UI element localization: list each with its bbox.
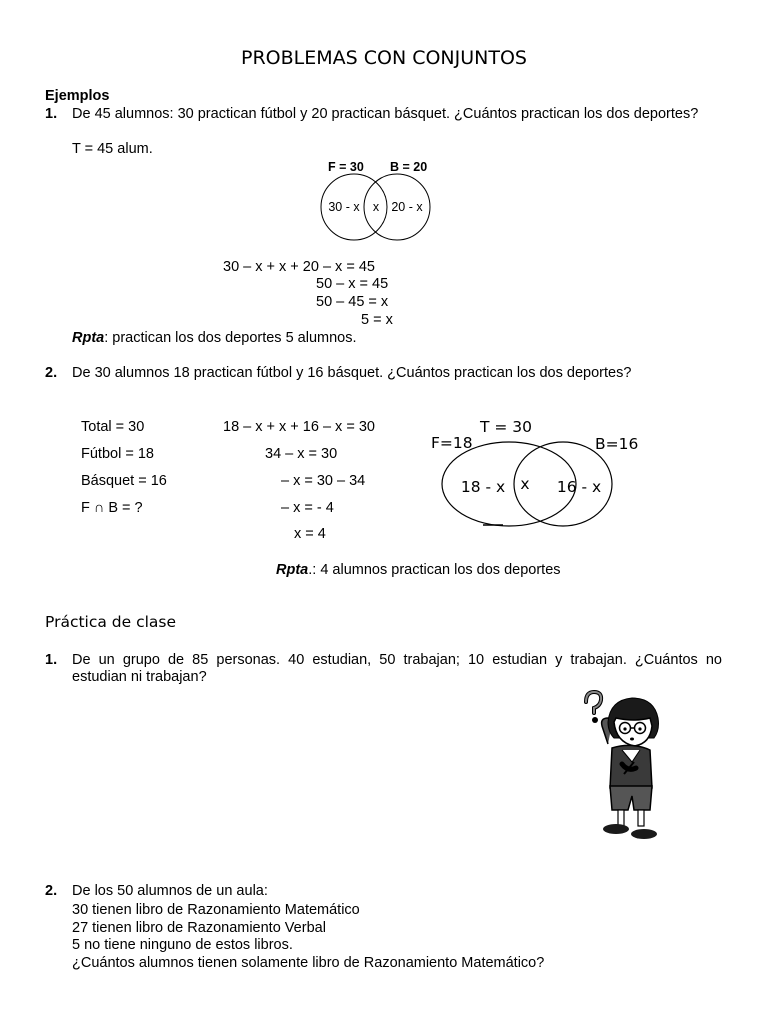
examples-heading: Ejemplos	[45, 88, 110, 104]
practice2-line5: ¿Cuántos alumnos tienen solamente libro de Razonamiento Matemático?	[72, 955, 545, 971]
example1-number: 1.	[45, 106, 58, 122]
example2-given-intersection: F ∩ B = ?	[81, 500, 143, 516]
venn-diagram-2	[425, 414, 639, 530]
thinking-boy-icon	[578, 688, 666, 844]
example1-eq3: 50 – 45 = x	[316, 294, 389, 310]
venn-diagram-1	[300, 155, 460, 247]
example1-total: T = 45 alum.	[72, 141, 153, 157]
example2-answer-label: Rpta	[276, 562, 309, 578]
practice1-line1: De un grupo de 85 personas. 40 estudian, 50 trabajan; 10 estudian y trabajan. ¿Cuántos no	[72, 652, 722, 668]
example2-given-total: Total = 30	[81, 419, 145, 435]
practice1-line2: estudian ni trabajan?	[72, 669, 207, 685]
example1-answer-text: : practican los dos deportes 5 alumnos.	[104, 330, 357, 346]
example2-eq5: x = 4	[294, 526, 326, 542]
venn2-right-region: 16 - x	[556, 478, 602, 496]
venn1-left-region: 30 - x	[328, 200, 360, 214]
example2-number: 2.	[45, 365, 58, 381]
venn2-label-left: F=18	[431, 434, 473, 452]
venn1-label-right: B = 20	[390, 160, 428, 174]
example2-eq1: 18 – x + x + 16 – x = 30	[223, 419, 375, 435]
example1-text: De 45 alumnos: 30 practican fútbol y 20 practican básquet. ¿Cuántos practican los dos deportes?	[72, 106, 699, 122]
venn1-right-region: 20 - x	[391, 200, 423, 214]
example2-eq2: 34 – x = 30	[265, 446, 338, 462]
practice2-line2: 30 tienen libro de Razonamiento Matemático	[72, 902, 360, 918]
page-title: PROBLEMAS CON CONJUNTOS	[241, 47, 527, 69]
practice2-number: 2.	[45, 883, 58, 899]
practice2-line1: De los 50 alumnos de un aula:	[72, 883, 268, 899]
example2-eq3: – x = 30 – 34	[281, 473, 366, 489]
example2-given-futbol: Fútbol = 18	[81, 446, 154, 462]
practice2-line4: 5 no tiene ninguno de estos libros.	[72, 937, 293, 953]
venn1-label-left: F = 30	[328, 160, 364, 174]
example2-answer	[276, 562, 561, 579]
example2-text: De 30 alumnos 18 practican fútbol y 16 básquet. ¿Cuántos practican los dos deportes?	[72, 365, 632, 381]
example2-given-basquet: Básquet = 16	[81, 473, 167, 489]
practice2-line3: 27 tienen libro de Razonamiento Verbal	[72, 920, 326, 936]
example2-answer-text: .: 4 alumnos practican los dos deportes	[308, 562, 561, 578]
venn2-total: T = 30	[480, 418, 533, 436]
example1-answer	[72, 330, 357, 347]
venn1-intersection: x	[372, 200, 380, 214]
venn2-label-right: B=16	[595, 435, 639, 453]
venn2-left-region: 18 - x	[460, 478, 506, 496]
practice1-number: 1.	[45, 652, 58, 668]
example2-eq4: – x = - 4	[281, 500, 334, 516]
practice-heading: Práctica de clase	[45, 613, 177, 631]
venn2-intersection: x	[520, 475, 530, 493]
example1-eq1: 30 – x + x + 20 – x = 45	[223, 259, 375, 275]
example1-eq4: 5 = x	[361, 312, 393, 328]
example1-answer-label: Rpta	[72, 330, 105, 346]
example1-eq2: 50 – x = 45	[316, 276, 389, 292]
